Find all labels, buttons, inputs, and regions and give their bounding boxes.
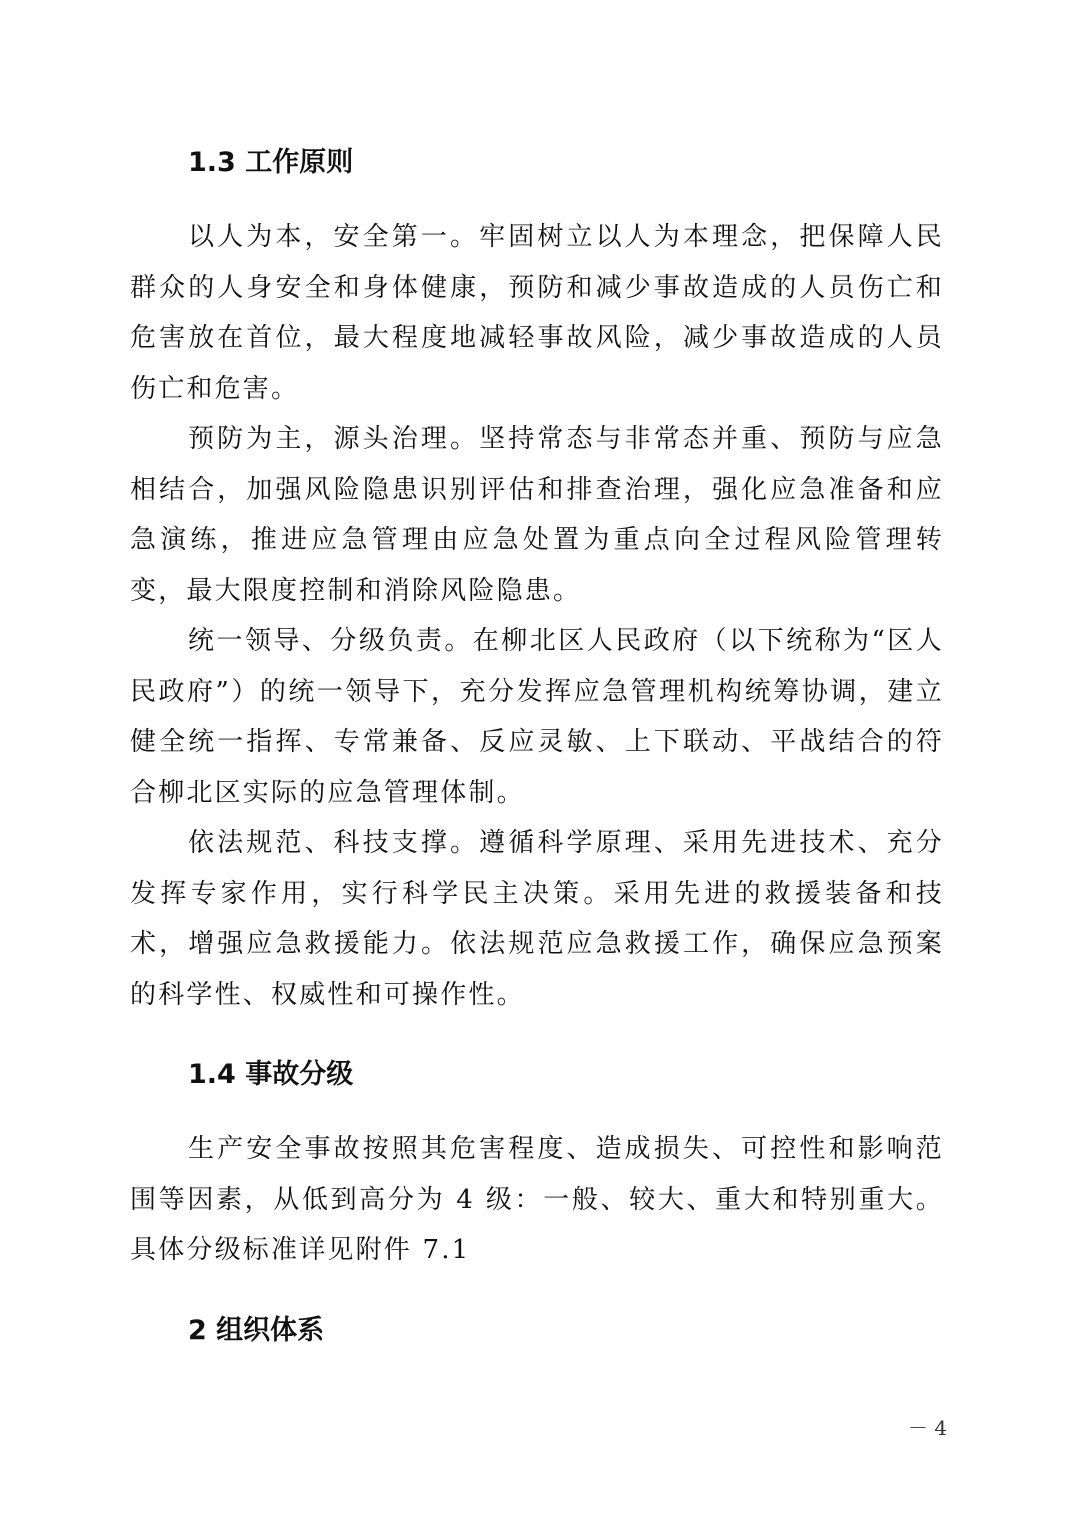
paragraph-accident-grading: 生产安全事故按照其危害程度、造成损失、可控性和影响范围等因素，从低到高分为 4 级：一般、较大、重大和特别重大。具体分级标准详见附件 7.1 [130,1134,944,1265]
paragraph-prevention-first: 预防为主，源头治理。坚持常态与非常态并重、预防与应急相结合，加强风险隐患识别评估和排查治理，强化应急准备和应急演练，推进应急管理由应急处置为重点向全过程风险管理转变，最大限度控制和消除风险隐患。 [130,424,944,606]
section-body-1-4 [130,1124,944,1276]
section-heading-2: 2 组织体系 [188,1314,325,1346]
paragraph-people-first: 以人为本，安全第一。牢固树立以人为本理念，把保障人民群众的人身安全和身体健康，预防和减少事故造成的人员伤亡和危害放在首位，最大程度地减轻事故风险，减少事故造成的人员伤亡和危害。 [130,222,944,404]
section-body-1-3 [130,212,944,1020]
page-number: － 4 [908,1416,948,1440]
paragraph-law-and-technology: 依法规范、科技支撑。遵循科学原理、采用先进技术、充分发挥专家作用，实行科学民主决策。采用先进的救援装备和技术，增强应急救援能力。依法规范应急救援工作，确保应急预案的科学性、权威性和可操作性。 [130,828,944,1010]
section-heading-1-4: 1.4 事故分级 [188,1059,354,1090]
paragraph-unified-leadership: 统一领导、分级负责。在柳北区人民政府（以下统称为“区人民政府”）的统一领导下，充分发挥应急管理机构统筹协调，建立健全统一指挥、专常兼备、反应灵敏、上下联动、平战结合的符合柳北区实际的应急管理体制。 [130,626,944,808]
section-heading-1-3: 1.3 工作原则 [188,147,354,178]
page-content [130,138,944,1356]
